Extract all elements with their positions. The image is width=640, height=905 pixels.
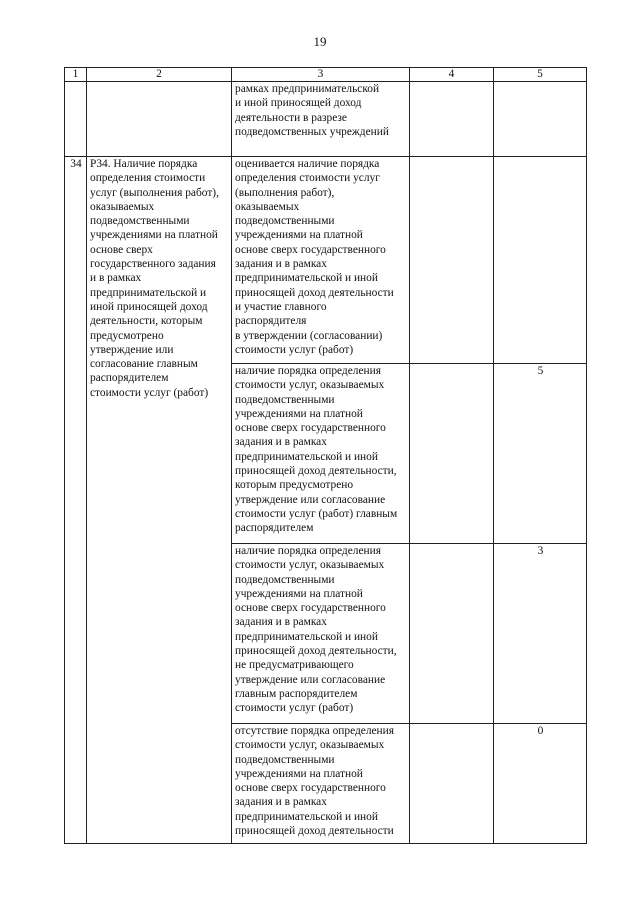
- option-text: наличие порядка определения стоимости услуг, оказываемых подведомственными учреждениями на платной основе сверх государственного задания и в рамках предпринимательской и иной приносящей доход деятельности, которым предусмотрено утверждение или согласование стоимости услуг (работ) главным распорядителем: [232, 364, 410, 544]
- header-col-4: 4: [410, 68, 494, 82]
- page-number: 19: [313, 34, 327, 49]
- table-cell: [410, 82, 494, 157]
- criterion-title: Р34. Наличие порядка определения стоимости услуг (выполнения работ), оказываемых подведомственными учреждениями на платной основе сверх государственного задания и в рамках предпринимательской и иной приносящей доход деятельности, которым предусмотрено утверждение или согласование главным распорядителем стоимости услуг (работ): [87, 157, 232, 844]
- option-text: отсутствие порядка определения стоимости услуг, оказываемых подведомственными учреждениями на платной основе сверх государственного задания и в рамках предпринимательской и иной приносящей доход деятельности: [232, 724, 410, 844]
- criterion-number: 34: [65, 157, 87, 844]
- table-cell: [87, 82, 232, 157]
- criteria-table: [64, 67, 587, 844]
- header-col-2: 2: [87, 68, 232, 82]
- table-cell: [65, 82, 87, 157]
- score-value: 0: [494, 724, 587, 844]
- option-text: наличие порядка определения стоимости услуг, оказываемых подведомственными учреждениями на платной основе сверх государственного задания и в рамках предпринимательской и иной приносящей доход деятельности, не предусматривающего утверждение или согласование главным распорядителем стоимости услуг (работ): [232, 544, 410, 724]
- header-col-5: 5: [494, 68, 587, 82]
- table-cell: [494, 82, 587, 157]
- table-cell: [410, 157, 494, 364]
- table-cell: [410, 364, 494, 544]
- continuation-row: [65, 82, 587, 157]
- score-value: [494, 157, 587, 364]
- header-col-3: 3: [232, 68, 410, 82]
- criterion-description: оценивается наличие порядка определения стоимости услуг (выполнения работ), оказываемых подведомственными учреждениями на платной основе сверх государственного задания и в рамках предпринимательской и иной приносящей доход деятельности и участие главного распорядителя в утверждении (согласовании) стоимости услуг (работ): [232, 157, 410, 364]
- table-cell: [410, 724, 494, 844]
- header-col-1: 1: [65, 68, 87, 82]
- continuation-text: рамках предпринимательской и иной приносящей доход деятельности в разрезе подведомственных учреждений: [232, 82, 410, 157]
- score-value: 5: [494, 364, 587, 544]
- score-value: 3: [494, 544, 587, 724]
- table-cell: [410, 544, 494, 724]
- table-row: [65, 157, 587, 364]
- table-header-row: [65, 68, 587, 82]
